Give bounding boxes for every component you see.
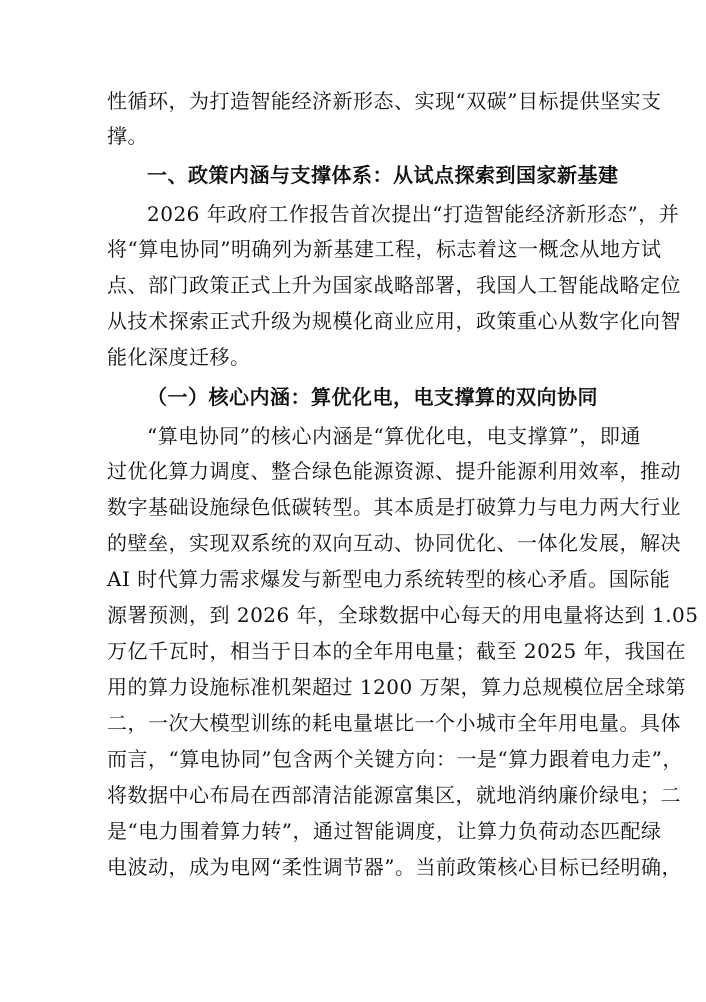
section-heading: 一、政策内涵与支撑体系：从试点探索到国家新基建 [147,163,619,187]
paragraph-line: 能化深度迁移。 [107,345,251,369]
paragraph-line: 是“电力围着算力转”，通过智能调度，让算力负荷动态匹配绿 [107,819,662,843]
paragraph-line: “算电协同”的核心内涵是“算优化电，电支撑算”，即通 [147,424,641,448]
paragraph-line: 而言，“算电协同”包含两个关键方向：一是“算力跟着电力走”， [107,747,683,771]
paragraph-line: 将“算电协同”明确列为新基建工程，标志着这一概念从地方试 [107,237,662,261]
paragraph-line: 用的算力设施标准机架超过 1200 万架，算力总规模位居全球第 [107,675,687,699]
paragraph-line: 从技术探索正式升级为规模化商业应用，政策重心从数字化向智 [107,309,681,333]
paragraph-line: 撑。 [107,124,148,148]
paragraph-line: 点、部门政策正式上升为国家战略部署，我国人工智能战略定位 [107,273,681,297]
paragraph-line: 数字基础设施绿色低碳转型。其本质是打破算力与电力两大行业 [107,495,681,519]
paragraph-line: 源署预测，到 2026 年，全球数据中心每天的用电量将达到 1.05 [107,603,699,627]
subsection-heading: （一）核心内涵：算优化电，电支撑算的双向协同 [147,385,598,409]
paragraph-line: 的壁垒，实现双系统的双向互动、协同优化、一体化发展，解决 [107,531,681,555]
paragraph-line: 将数据中心布局在西部清洁能源富集区，就地消纳廉价绿电；二 [107,783,681,807]
paragraph-line: 2026 年政府工作报告首次提出“打造智能经济新形态”，并 [147,202,680,226]
paragraph-line: 性循环，为打造智能经济新形态、实现“双碳”目标提供坚实支 [107,89,662,113]
paragraph-line: 过优化算力调度、整合绿色能源资源、提升能源利用效率，推动 [107,459,681,483]
paragraph-line: AI 时代算力需求爆发与新型电力系统转型的核心矛盾。国际能 [107,567,671,591]
paragraph-line: 万亿千瓦时，相当于日本的全年用电量；截至 2025 年，我国在 [107,639,687,663]
paragraph-line: 二，一次大模型训练的耗电量堪比一个小城市全年用电量。具体 [107,711,681,735]
paragraph-line: 电波动，成为电网“柔性调节器”。当前政策核心目标已经明确， [107,855,682,879]
